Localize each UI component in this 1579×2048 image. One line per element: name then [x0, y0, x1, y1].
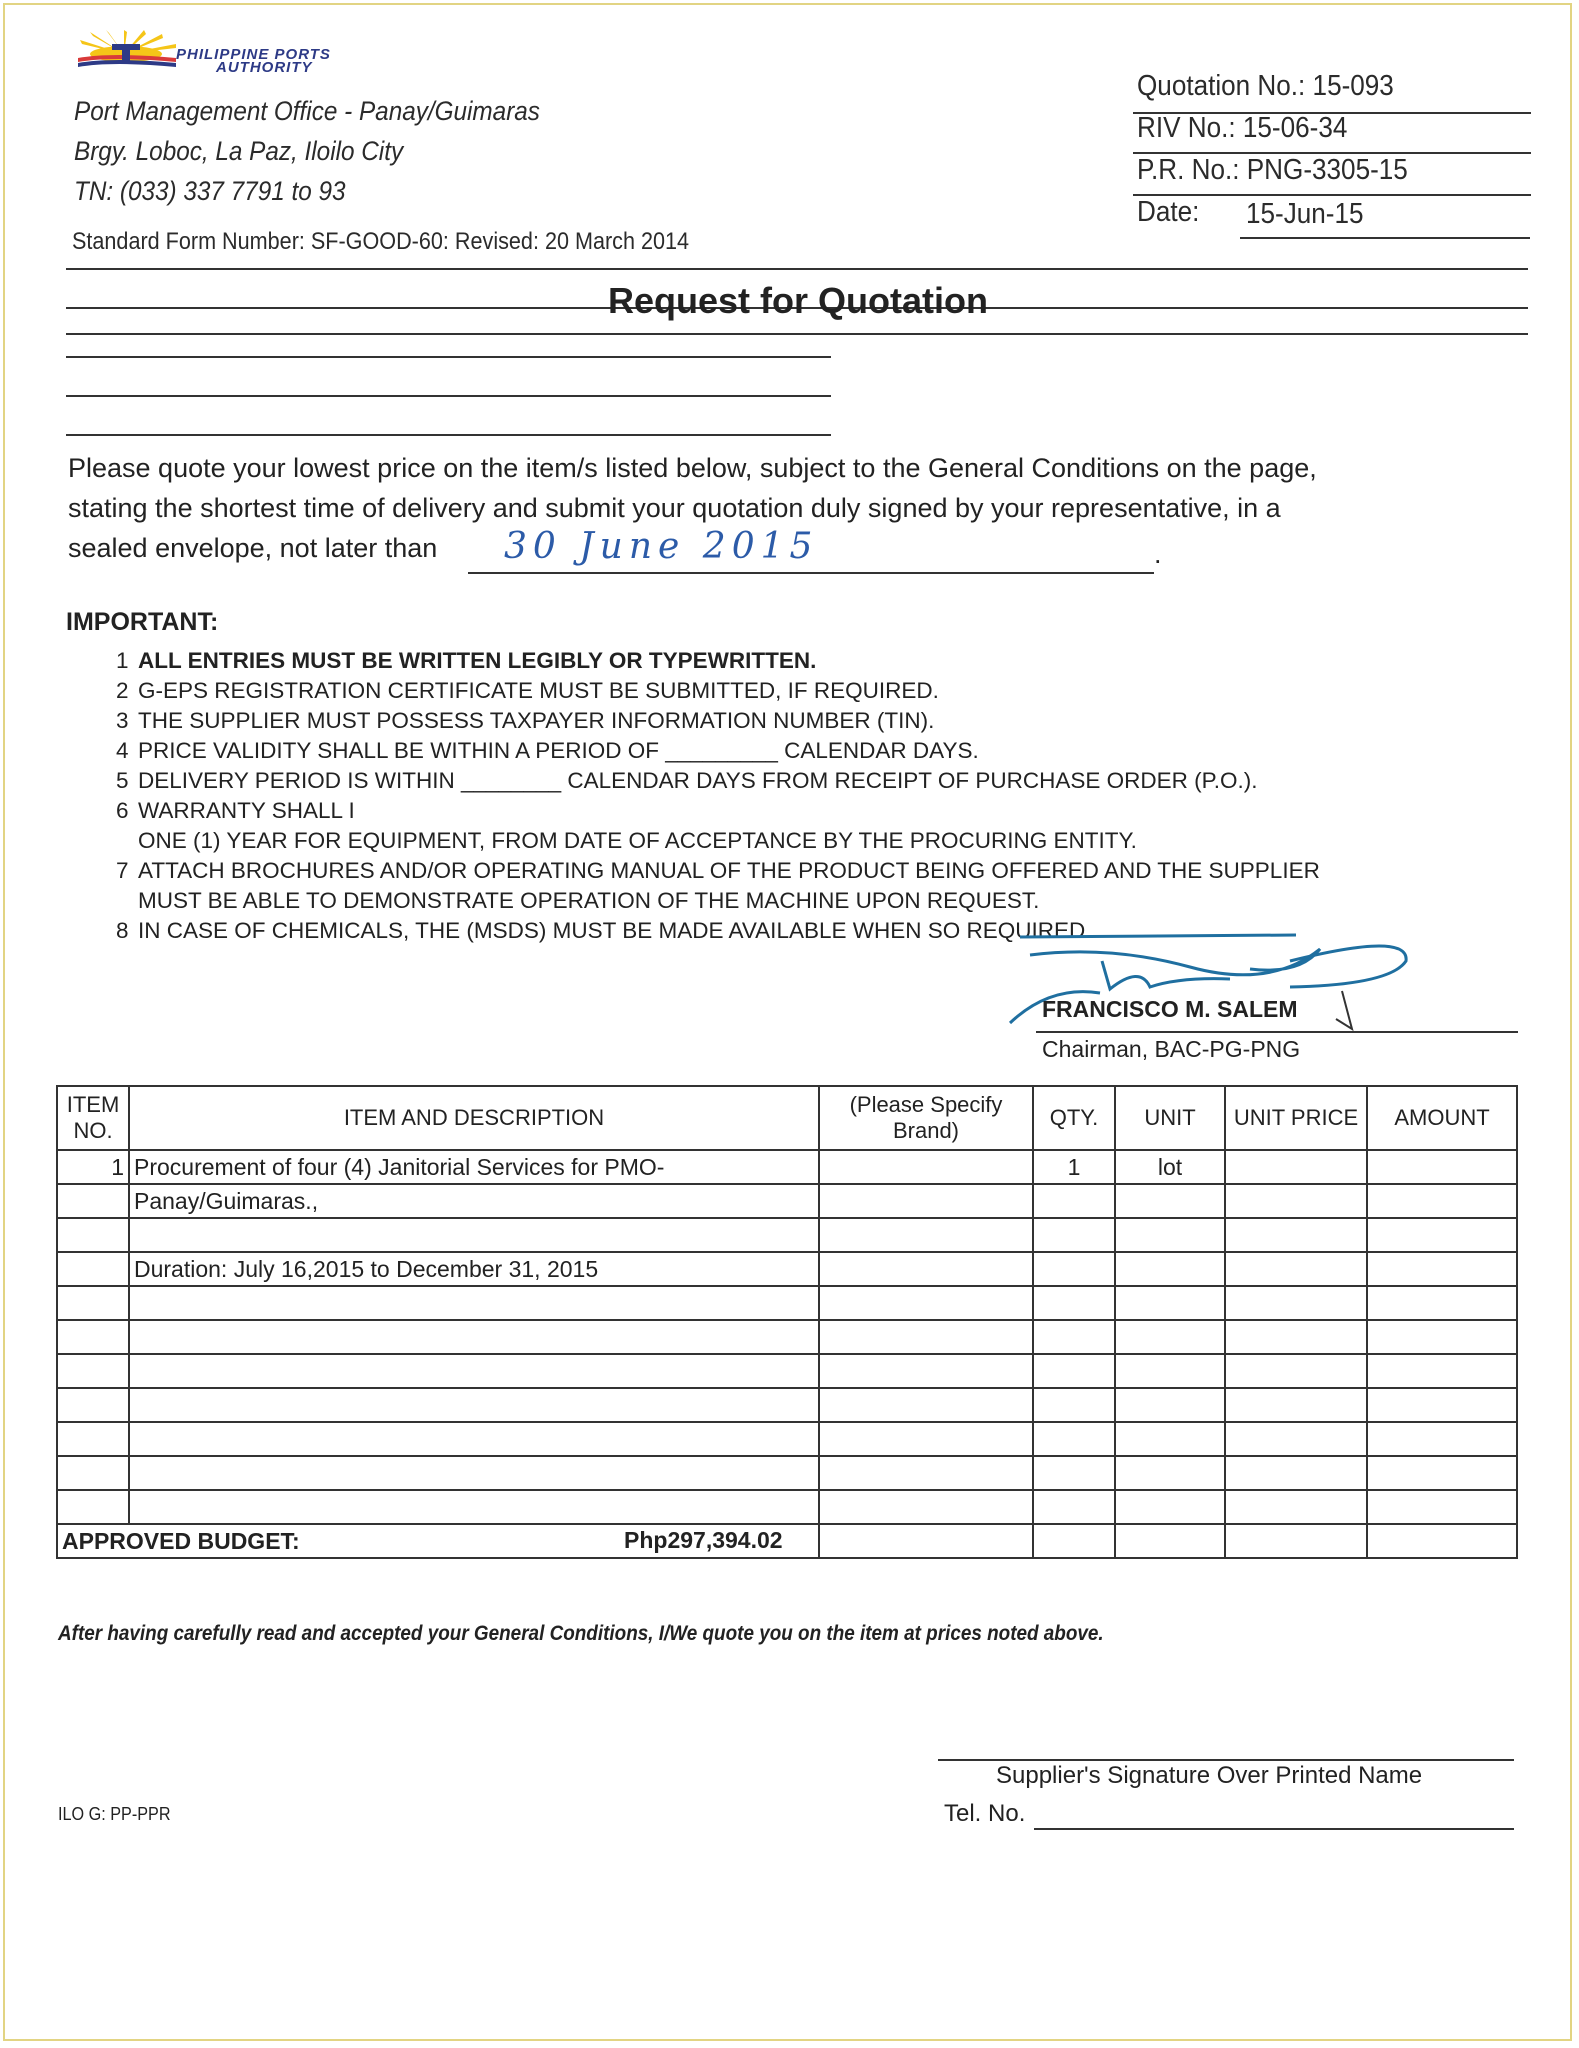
cell-unit-price — [1225, 1286, 1367, 1320]
cell-item-no — [57, 1320, 129, 1354]
deadline-rule — [468, 572, 1154, 574]
addressee-rule-4 — [66, 395, 831, 397]
cell-unit — [1115, 1388, 1225, 1422]
cell-brand — [819, 1490, 1033, 1524]
cell-qty — [1033, 1286, 1115, 1320]
col-description: ITEM AND DESCRIPTION — [129, 1086, 819, 1150]
cell-description: Procurement of four (4) Janitorial Services for PMO- — [129, 1150, 819, 1184]
cell-qty: 1 — [1033, 1150, 1115, 1184]
important-item-1: 1 ALL ENTRIES MUST BE WRITTEN LEGIBLY OR TYPEWRITTEN. — [116, 648, 817, 673]
important-list — [116, 646, 1320, 946]
cell-amount — [1367, 1388, 1517, 1422]
cell-qty — [1033, 1320, 1115, 1354]
tel-rule — [1034, 1828, 1514, 1830]
cell-unit — [1115, 1218, 1225, 1252]
signatory-role: Chairman, BAC-PG-PNG — [1042, 1036, 1301, 1062]
table-row — [57, 1422, 1517, 1456]
cell-qty — [1033, 1354, 1115, 1388]
cell-unit — [1115, 1422, 1225, 1456]
cell-item-no: 1 — [57, 1150, 129, 1184]
cell-item-no — [57, 1422, 129, 1456]
cell-unit — [1115, 1320, 1225, 1354]
supplier-signature-rule — [938, 1759, 1514, 1761]
cell-brand — [819, 1388, 1033, 1422]
approved-budget-row — [57, 1524, 1517, 1558]
important-heading: IMPORTANT: — [66, 608, 219, 636]
cell-item-no — [57, 1184, 129, 1218]
cell-description: Duration: July 16,2015 to December 31, 2015 — [129, 1252, 819, 1286]
date-field-label: Date: — [1137, 196, 1200, 228]
cell-amount — [1367, 1150, 1517, 1184]
quotation-no-value: 15-093 — [1312, 70, 1394, 102]
cell-description — [129, 1422, 819, 1456]
cell-description — [129, 1320, 819, 1354]
table-body — [57, 1150, 1517, 1524]
important-item-5: 5 DELIVERY PERIOD IS WITHIN ________ CALENDAR DAYS FROM RECEIPT OF PURCHASE ORDER (P.O.). — [116, 768, 1258, 793]
approved-budget-label: APPROVED BUDGET: — [62, 1527, 300, 1554]
cell-unit-price — [1225, 1388, 1367, 1422]
cell-brand — [819, 1354, 1033, 1388]
approved-budget-empty-4 — [1225, 1524, 1367, 1558]
cell-qty — [1033, 1456, 1115, 1490]
office-address: Brgy. Loboc, La Paz, Iloilo City — [74, 136, 404, 166]
table-row — [57, 1150, 1517, 1184]
table-row — [57, 1490, 1517, 1524]
cell-item-no — [57, 1218, 129, 1252]
quotation-no-field — [1137, 70, 1394, 103]
cell-unit-price — [1225, 1184, 1367, 1218]
cell-unit-price — [1225, 1320, 1367, 1354]
cell-unit-price — [1225, 1456, 1367, 1490]
table-header-row — [57, 1086, 1517, 1150]
cell-brand — [819, 1456, 1033, 1490]
important-item-6-cont: ONE (1) YEAR FOR EQUIPMENT, FROM DATE OF ACCEPTANCE BY THE PROCURING ENTITY. — [138, 828, 1137, 853]
instruction-line-2: stating the shortest time of delivery and submit your quotation duly signed by your representative, in a — [68, 493, 1281, 523]
cell-amount — [1367, 1456, 1517, 1490]
riv-no-field — [1137, 112, 1347, 145]
important-item-2: 2 G-EPS REGISTRATION CERTIFICATE MUST BE SUBMITTED, IF REQUIRED. — [116, 678, 939, 703]
cell-qty — [1033, 1218, 1115, 1252]
document-title: Request for Quotation — [608, 280, 988, 321]
cell-qty — [1033, 1388, 1115, 1422]
cell-unit — [1115, 1490, 1225, 1524]
cell-unit — [1115, 1184, 1225, 1218]
approved-budget-empty-5 — [1367, 1524, 1517, 1558]
table-row — [57, 1388, 1517, 1422]
cell-item-no — [57, 1388, 129, 1422]
cell-amount — [1367, 1252, 1517, 1286]
handwritten-deadline: 30 June 2015 — [504, 526, 819, 567]
cell-unit — [1115, 1286, 1225, 1320]
table-row — [57, 1184, 1517, 1218]
cell-amount — [1367, 1218, 1517, 1252]
cell-amount — [1367, 1490, 1517, 1524]
important-item-7: 7 ATTACH BROCHURES AND/OR OPERATING MANUAL OF THE PRODUCT BEING OFFERED AND THE SUPPLIER — [116, 858, 1320, 883]
quotation-no-label: Quotation No.: — [1137, 70, 1306, 102]
cell-unit-price — [1225, 1150, 1367, 1184]
important-item-7-cont: MUST BE ABLE TO DEMONSTRATE OPERATION OF THE MACHINE UPON REQUEST. — [138, 888, 1040, 913]
cell-brand — [819, 1286, 1033, 1320]
cell-item-no — [57, 1286, 129, 1320]
important-item-6: 6 WARRANTY SHALL I — [116, 798, 355, 823]
cell-unit-price — [1225, 1354, 1367, 1388]
table-row — [57, 1320, 1517, 1354]
approved-budget-cell — [57, 1524, 819, 1558]
addressee-rule-1 — [66, 268, 1528, 270]
cell-unit: lot — [1115, 1150, 1225, 1184]
cell-brand — [819, 1184, 1033, 1218]
form-code: ILO G: PP-PPR — [58, 1804, 171, 1824]
approved-budget-empty-3 — [1115, 1524, 1225, 1558]
sun-logo-icon — [72, 30, 182, 76]
cell-description — [129, 1354, 819, 1388]
cell-amount — [1367, 1320, 1517, 1354]
ppa-logo — [72, 30, 432, 76]
riv-no-label: RIV No.: — [1137, 112, 1236, 144]
approved-budget-empty-1 — [819, 1524, 1033, 1558]
cell-description — [129, 1218, 819, 1252]
cell-qty — [1033, 1184, 1115, 1218]
cell-brand — [819, 1320, 1033, 1354]
instruction-line-1: Please quote your lowest price on the item/s listed below, subject to the General Conditions on the page, — [68, 453, 1317, 483]
signatory-rule — [1036, 1031, 1518, 1033]
instruction-line-3: sealed envelope, not later than — [68, 533, 438, 563]
signatory-name: FRANCISCO M. SALEM — [1042, 996, 1298, 1022]
cell-qty — [1033, 1422, 1115, 1456]
cell-qty — [1033, 1490, 1115, 1524]
quotation-table — [56, 1085, 1518, 1559]
cell-brand — [819, 1252, 1033, 1286]
cell-description — [129, 1490, 819, 1524]
important-item-4: 4 PRICE VALIDITY SHALL BE WITHIN A PERIOD OF _________ CALENDAR DAYS. — [116, 738, 979, 763]
pr-no-value: PNG-3305-15 — [1246, 154, 1408, 186]
col-amount: AMOUNT — [1367, 1086, 1517, 1150]
acceptance-statement: After having carefully read and accepted your General Conditions, I/We quote you on the item at prices noted above. — [58, 1622, 1104, 1645]
col-unit: UNIT — [1115, 1086, 1225, 1150]
cell-description — [129, 1286, 819, 1320]
cell-brand — [819, 1218, 1033, 1252]
tel-label: Tel. No. — [944, 1800, 1026, 1827]
addressee-rule-3 — [66, 356, 831, 358]
important-item-8: 8 IN CASE OF CHEMICALS, THE (MSDS) MUST BE MADE AVAILABLE WHEN SO REQUIRED. — [116, 918, 1092, 943]
cell-item-no — [57, 1456, 129, 1490]
col-brand: (Please Specify Brand) — [819, 1086, 1033, 1150]
table-row — [57, 1354, 1517, 1388]
table-row — [57, 1218, 1517, 1252]
approved-budget-value: Php297,394.02 — [624, 1527, 783, 1553]
form-number: Standard Form Number: SF-GOOD-60: Revised: 20 March 2014 — [72, 228, 690, 255]
logo-text-line2: AUTHORITY — [216, 59, 313, 76]
cell-description — [129, 1388, 819, 1422]
addressee-rule-5 — [66, 434, 831, 436]
date-field-value: 15-Jun-15 — [1246, 198, 1364, 230]
cell-amount — [1367, 1422, 1517, 1456]
cell-description: Panay/Guimaras., — [129, 1184, 819, 1218]
table-row — [57, 1456, 1517, 1490]
table-row — [57, 1252, 1517, 1286]
title-underline — [66, 333, 1528, 335]
pr-no-label: P.R. No.: — [1137, 154, 1240, 186]
cell-amount — [1367, 1184, 1517, 1218]
riv-no-value: 15-06-34 — [1242, 112, 1348, 144]
date-rule — [1240, 237, 1530, 239]
office-name: Port Management Office - Panay/Guimaras — [74, 96, 540, 126]
cell-qty — [1033, 1252, 1115, 1286]
cell-unit-price — [1225, 1218, 1367, 1252]
cell-amount — [1367, 1354, 1517, 1388]
cell-brand — [819, 1422, 1033, 1456]
handwritten-signature — [990, 925, 1430, 1045]
col-qty: QTY. — [1033, 1086, 1115, 1150]
important-item-3: 3 THE SUPPLIER MUST POSSESS TAXPAYER INFORMATION NUMBER (TIN). — [116, 708, 935, 733]
table-row — [57, 1286, 1517, 1320]
cell-amount — [1367, 1286, 1517, 1320]
cell-unit-price — [1225, 1490, 1367, 1524]
logo-text-line1: PHILIPPINE PORTS — [176, 46, 331, 63]
cell-item-no — [57, 1354, 129, 1388]
instruction-period: . — [1154, 539, 1162, 569]
cell-unit — [1115, 1252, 1225, 1286]
cell-item-no — [57, 1490, 129, 1524]
office-phone: TN: (033) 337 7791 to 93 — [74, 176, 346, 206]
cell-item-no — [57, 1252, 129, 1286]
cell-unit — [1115, 1456, 1225, 1490]
cell-unit — [1115, 1354, 1225, 1388]
cell-unit-price — [1225, 1422, 1367, 1456]
approved-budget-empty-2 — [1033, 1524, 1115, 1558]
pr-no-field — [1137, 154, 1408, 187]
supplier-signature-label: Supplier's Signature Over Printed Name — [996, 1762, 1423, 1789]
col-item-no: ITEM NO. — [57, 1086, 129, 1150]
cell-brand — [819, 1150, 1033, 1184]
cell-unit-price — [1225, 1252, 1367, 1286]
cell-description — [129, 1456, 819, 1490]
col-unit-price: UNIT PRICE — [1225, 1086, 1367, 1150]
